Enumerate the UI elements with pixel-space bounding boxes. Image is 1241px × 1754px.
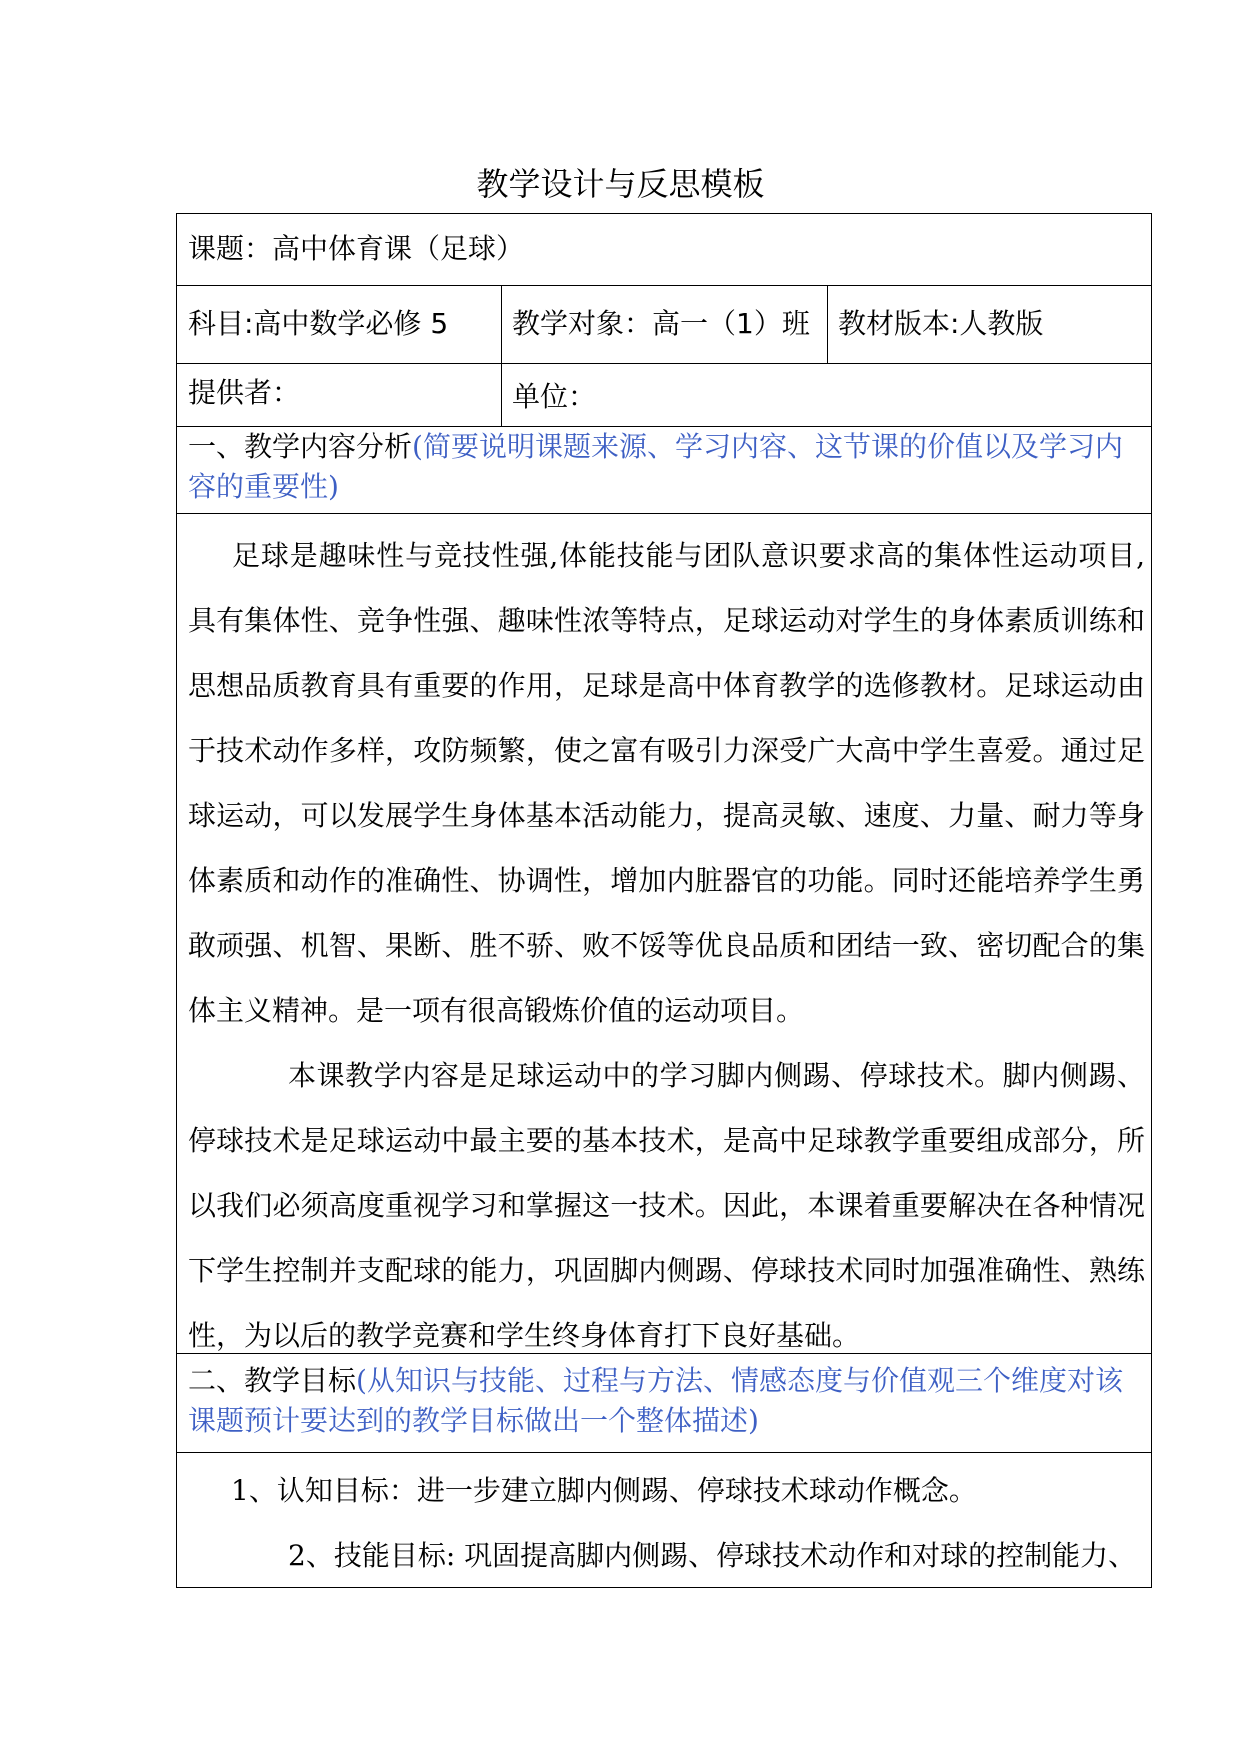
subject-cell: 科目:高中数学必修 5 [188, 307, 449, 340]
content-paragraph-2: 本课教学内容是足球运动中的学习脚内侧踢、停球技术。脚内侧踢、停球技术是足球运动中最主要的基本技术，是高中足球教学重要组成部分，所以我们必须高度重视学习和掌握这一技术。因此，本课着重要解决在各种情况下学生控制并支配球的能力，巩固脚内侧踢、停球技术同时加强准确性、熟练性，为以后的教学竞赛和学生终身体育打下良好基础。 [188, 1059, 1145, 1352]
section1-hint: (简要说明课题来源、学习内容、这节课的价值以及学习内容的重要性) [188, 430, 1123, 503]
target-cell: 教学对象：高一（1）班 [512, 307, 810, 340]
goal-cognitive: 1、认知目标：进一步建立脚内侧踢、停球技术球动作概念。 [231, 1474, 977, 1507]
goal-skill: 2、技能目标: 巩固提高脚内侧踢、停球技术动作和对球的控制能力、 [288, 1539, 1137, 1572]
provider-cell: 提供者： [188, 376, 301, 409]
row-divider [177, 513, 1151, 514]
document-title: 教学设计与反思模板 [476, 165, 765, 203]
section2-hint: (从知识与技能、过程与方法、情感态度与价值观三个维度对该课题预计要达到的教学目标做出一个整体描述) [188, 1364, 1123, 1437]
content-paragraph-1: 足球是趣味性与竞技性强,体能技能与团队意识要求高的集体性运动项目,具有集体性、竞争性强、趣味性浓等特点，足球运动对学生的身体素质训练和思想品质教育具有重要的作用，足球是高中体育教学的选修教材。足球运动由于技术动作多样，攻防频繁，使之富有吸引力深受广大高中学生喜爱。通过足球运动，可以发展学生身体基本活动能力，提高灵敏、速度、力量、耐力等身体素质和动作的准确性、协调性，增加内脏器官的功能。同时还能培养学生勇敢顽强、机智、果断、胜不骄、败不馁等优良品质和团结一致、密切配合的集体主义精神。是一项有很高锻炼价值的运动项目。 [188, 539, 1145, 1027]
row-divider [177, 285, 1151, 286]
section1-title: 一、教学内容分析 [188, 430, 413, 463]
lesson-plan-table [176, 213, 1152, 1588]
topic-cell: 课题：高中体育课（足球） [188, 232, 525, 265]
section1-heading [188, 427, 1141, 507]
column-divider [501, 285, 502, 426]
section2-heading [188, 1361, 1141, 1441]
row-divider [177, 363, 1151, 364]
section1-content [188, 523, 1145, 1368]
row-divider [177, 1452, 1151, 1453]
unit-cell: 单位： [512, 380, 597, 413]
column-divider [827, 285, 828, 363]
edition-cell: 教材版本:人教版 [838, 307, 1044, 340]
section2-title: 二、教学目标 [188, 1364, 357, 1397]
